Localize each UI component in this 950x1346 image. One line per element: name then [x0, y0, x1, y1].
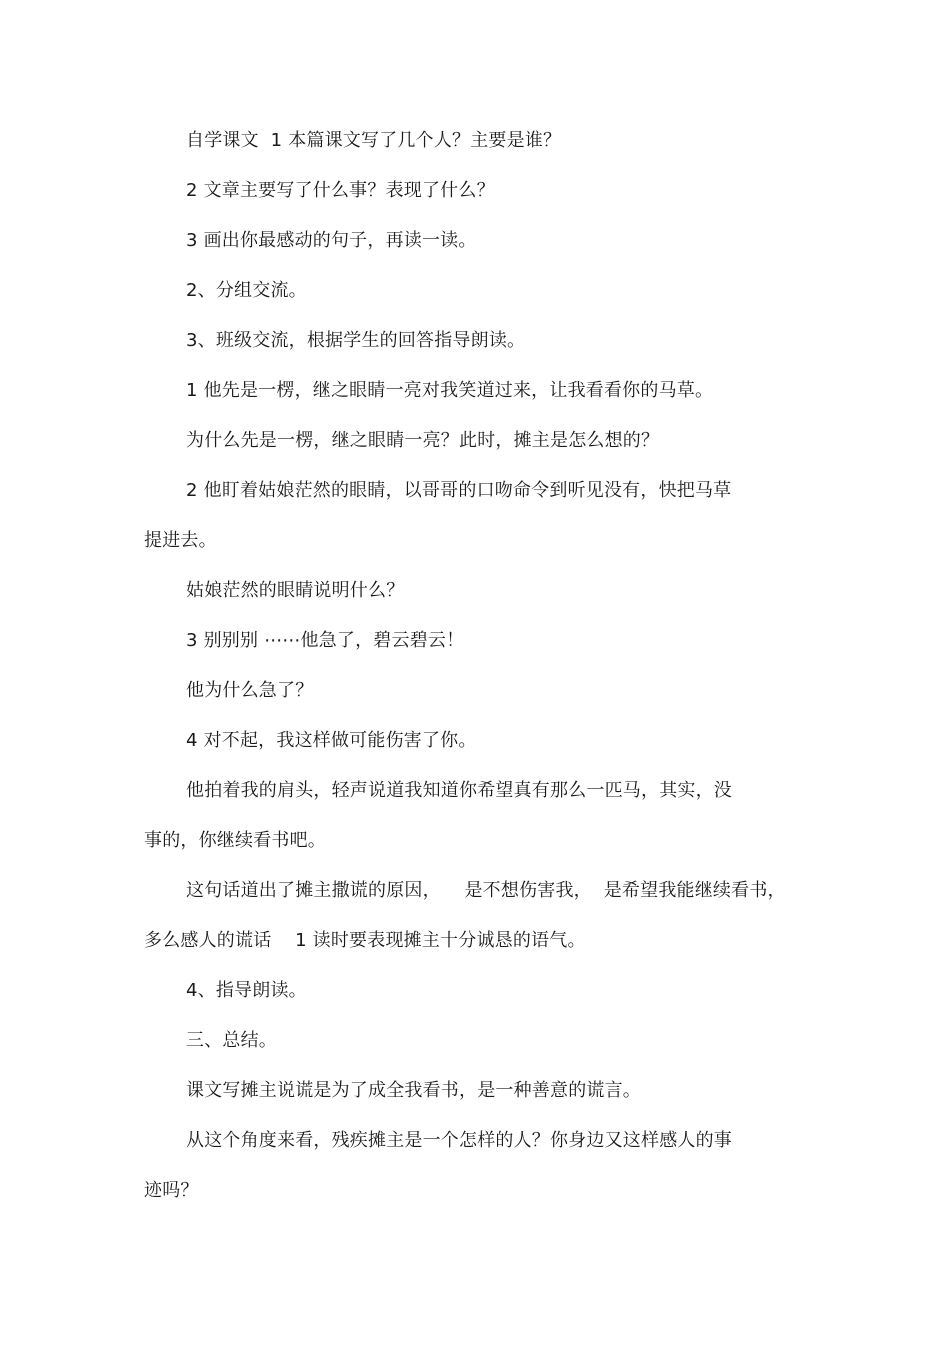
text-line: 3 别别别 ⋯⋯他急了，碧云碧云！	[186, 630, 465, 651]
text-line: 事的，你继续看书吧。	[144, 830, 326, 851]
text-line: 1 他先是一楞，继之眼睛一亮对我笑道过来，让我看看你的马草。	[186, 380, 714, 401]
text-line: 4、指导朗读。	[186, 980, 307, 1001]
text-line: 4 对不起，我这样做可能伤害了你。	[186, 730, 477, 751]
text-line: 多么感人的谎话 1 读时要表现摊主十分诚恳的语气。	[144, 930, 586, 951]
text-line: 从这个角度来看，残疾摊主是一个怎样的人？你身边又这样感人的事	[186, 1130, 732, 1151]
text-line: 他拍着我的肩头，轻声说道我知道你希望真有那么一匹马，其实，没	[186, 780, 732, 801]
text-line: 2 他盯着姑娘茫然的眼睛，以哥哥的口吻命令到听见没有，快把马草	[186, 480, 732, 501]
text-line: 迹吗？	[144, 1180, 199, 1201]
text-line: 2 文章主要写了什么事？表现了什么？	[186, 180, 495, 201]
text-line: 3 画出你最感动的句子，再读一读。	[186, 230, 477, 251]
text-line: 3、班级交流，根据学生的回答指导朗读。	[186, 330, 526, 351]
text-line: 课文写摊主说谎是为了成全我看书，是一种善意的谎言。	[186, 1080, 641, 1101]
text-line: 为什么先是一楞，继之眼睛一亮？此时，摊主是怎么想的？	[186, 430, 660, 451]
text-line: 2、分组交流。	[186, 280, 307, 301]
text-line: 提进去。	[144, 530, 217, 551]
text-line: 姑娘茫然的眼睛说明什么？	[186, 580, 405, 601]
text-line: 三、总结。	[186, 1030, 277, 1051]
text-line: 他为什么急了？	[186, 680, 314, 701]
text-line: 自学课文 1 本篇课文写了几个人？主要是谁？	[186, 130, 562, 151]
text-line: 这句话道出了摊主撒谎的原因， 是不想伤害我， 是希望我能继续看书，	[186, 880, 786, 901]
